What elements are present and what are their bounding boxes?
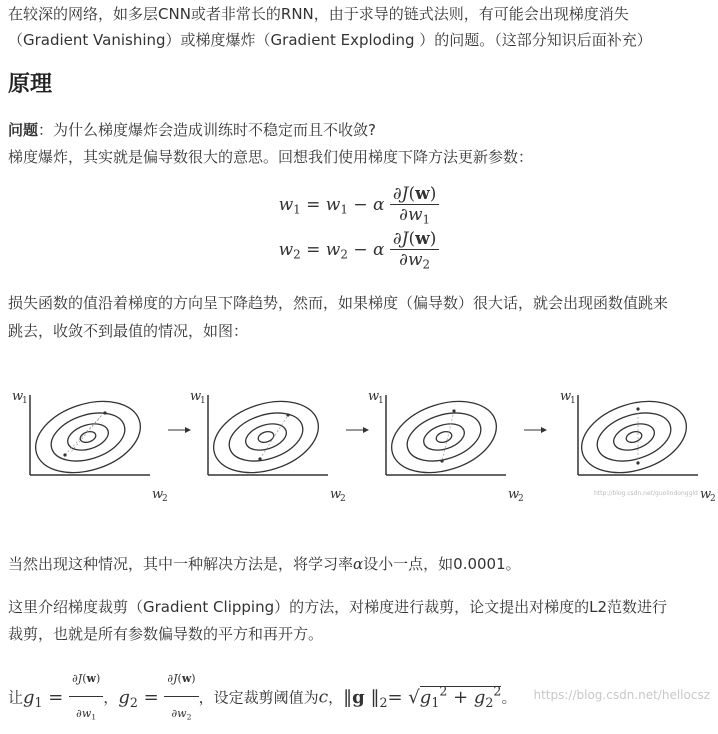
axis-x-label: w [152,487,164,502]
svg-text:1: 1 [200,396,206,406]
svg-text:w: w [560,389,572,404]
svg-text:w: w [330,487,342,502]
solution-line: 当然出现这种情况，其中一种解决方法是，将学习率α设小一点，如0.0001。 [8,555,521,573]
question-text: ：为什么梯度爆炸会造成训练时不稳定而且不收敛? [38,121,376,139]
alpha-symbol: α [353,555,364,573]
clipping-line-1: 这里介绍梯度裁剪（Gradient Clipping）的方法，对梯度进行裁剪，论文提出对梯度的L2范数进行 [8,598,668,616]
loss-line-1: 损失函数的值沿着梯度的方向呈下降趋势，然而，如果梯度（偏导数）很大话，就会出现函数值跳来 [8,294,669,312]
update-equation-1: $w_1 = w_1 - \alpha$ $\frac{\partial J(w)}{\partial w_1}$ [0,184,718,227]
intro-line-2: （Gradient Vanishing）或梯度爆炸（Gradient Exploding ）的问题。（这部分知识后面补充） [8,31,652,49]
contour-panel-2 [190,389,346,504]
explain-line: 梯度爆炸，其实就是偏导数很大的意思。回想我们使用梯度下降方法更新参数： [8,148,534,166]
section-title: 原理 [8,72,53,97]
svg-text:w: w [508,487,520,502]
update-equation-2: $w_2 = w_2 - \alpha$ $\frac{\partial J(w)}{\partial w_2}$ [0,229,718,272]
svg-text:1: 1 [570,396,576,406]
contour-panel-3 [368,389,524,504]
watermark: https://blog.csdn.net/hellocsz [533,688,710,702]
question-line [8,116,713,144]
gradient-oscillation-figure [0,375,718,510]
svg-text:w: w [368,389,380,404]
contour-panel-1 [12,389,168,504]
axis-y-label: w [12,389,24,404]
svg-text:1: 1 [378,396,384,406]
svg-text:2: 2 [518,494,524,504]
svg-text:w: w [700,487,712,502]
figure-watermark: http://blog.csdn.net/guolindonggld [594,490,698,497]
loss-line-2: 跳去，收敛不到最值的情况，如图： [8,322,249,340]
svg-text:2: 2 [340,494,346,504]
svg-text:1: 1 [22,396,28,406]
svg-text:2: 2 [162,494,168,504]
clipping-formula-line: 让$g_1$ = $\frac{\partial J(w)}{\partial w_1}$ ，$g_2$ = $\frac{\partial J(w)}{\partial w_2}$ ，设定裁剪阈值为c，‖g $‖_2= √g_1^2 + g_2^2$。 [8,662,713,734]
svg-text:w: w [190,389,202,404]
contour-panel-4 [560,389,716,504]
intro-line-1: 在较深的网络，如多层CNN或者非常长的RNN，由于求导的链式法则，有可能会出现梯度消失 [8,5,629,23]
svg-text:2: 2 [710,494,716,504]
question-label: 问题 [8,121,39,139]
clipping-line-2: 裁剪，也就是所有参数偏导数的平方和再开方。 [8,625,324,643]
